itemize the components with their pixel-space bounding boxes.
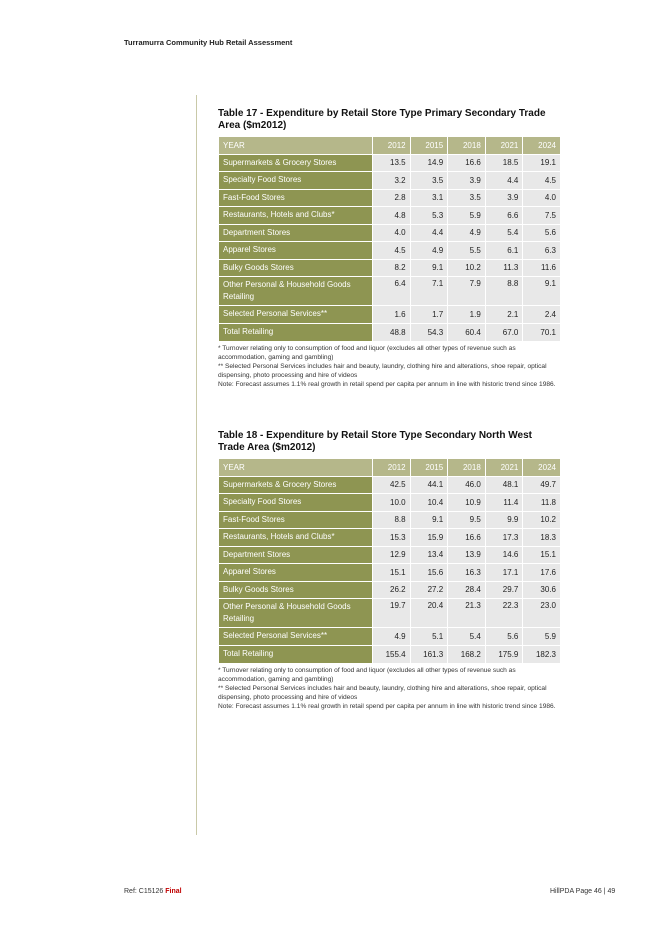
cell-value: 6.6 — [485, 207, 523, 225]
cell-value: 8.8 — [485, 277, 523, 306]
cell-value: 4.0 — [373, 224, 411, 242]
column-header-2018: 2018 — [448, 459, 486, 477]
column-header-year: YEAR — [219, 459, 373, 477]
cell-value: 16.3 — [448, 564, 486, 582]
cell-value: 5.3 — [410, 207, 448, 225]
cell-value: 5.4 — [448, 628, 486, 646]
cell-value: 67.0 — [485, 323, 523, 341]
cell-value: 11.8 — [523, 494, 561, 512]
cell-value: 15.6 — [410, 564, 448, 582]
cell-value: 17.6 — [523, 564, 561, 582]
cell-value: 5.9 — [448, 207, 486, 225]
cell-value: 5.6 — [523, 224, 561, 242]
cell-value: 16.6 — [448, 154, 486, 172]
footer-page-number: HillPDA Page 46 | 49 — [550, 888, 616, 895]
cell-value: 49.7 — [523, 476, 561, 494]
footer-ref-prefix: Ref: C15126 — [124, 888, 166, 895]
cell-value: 14.6 — [485, 546, 523, 564]
cell-value: 10.4 — [410, 494, 448, 512]
footnote: ** Selected Personal Services includes hair and beauty, laundry, clothing hire and alterations, shoe repair, optical dispensing, photo processing and hire of videos — [218, 684, 547, 701]
row-label: Specialty Food Stores — [219, 172, 373, 190]
cell-value: 15.9 — [410, 529, 448, 547]
cell-value: 16.6 — [448, 529, 486, 547]
column-header-2018: 2018 — [448, 137, 486, 155]
footnote: Note: Forecast assumes 1.1% real growth in retail spend per capita per annum in line with historic trend since 1986. — [218, 702, 556, 710]
row-label: Apparel Stores — [219, 242, 373, 260]
table-row — [219, 546, 561, 564]
cell-value: 6.4 — [373, 277, 411, 306]
table-row — [219, 207, 561, 225]
cell-value: 1.9 — [448, 306, 486, 324]
cell-value: 70.1 — [523, 323, 561, 341]
cell-value: 2.4 — [523, 306, 561, 324]
cell-value: 175.9 — [485, 645, 523, 663]
cell-value: 6.3 — [523, 242, 561, 260]
cell-value: 19.1 — [523, 154, 561, 172]
cell-value: 3.9 — [485, 189, 523, 207]
table-row — [219, 224, 561, 242]
cell-value: 48.1 — [485, 476, 523, 494]
row-label: Selected Personal Services** — [219, 628, 373, 646]
row-label: Fast-Food Stores — [219, 189, 373, 207]
cell-value: 4.9 — [448, 224, 486, 242]
row-label: Restaurants, Hotels and Clubs* — [219, 207, 373, 225]
cell-value: 9.1 — [523, 277, 561, 306]
table-header-row — [219, 137, 561, 155]
column-header-year: YEAR — [219, 137, 373, 155]
row-label: Total Retailing — [219, 323, 373, 341]
cell-value: 10.2 — [448, 259, 486, 277]
cell-value: 11.3 — [485, 259, 523, 277]
cell-value: 7.1 — [410, 277, 448, 306]
cell-value: 5.1 — [410, 628, 448, 646]
table-row — [219, 277, 561, 306]
cell-value: 11.4 — [485, 494, 523, 512]
cell-value: 15.1 — [373, 564, 411, 582]
cell-value: 9.1 — [410, 511, 448, 529]
table-notes — [218, 666, 560, 711]
table-caption: Table 17 - Expenditure by Retail Store Type Primary Secondary Trade Area ($m2012) — [218, 108, 546, 131]
cell-value: 4.0 — [523, 189, 561, 207]
cell-value: 28.4 — [448, 581, 486, 599]
column-header-2024: 2024 — [523, 459, 561, 477]
cell-value: 7.9 — [448, 277, 486, 306]
row-label: Fast-Food Stores — [219, 511, 373, 529]
table-notes — [218, 344, 560, 389]
cell-value: 20.4 — [410, 599, 448, 628]
table-row — [219, 581, 561, 599]
column-header-2012: 2012 — [373, 459, 411, 477]
cell-value: 17.1 — [485, 564, 523, 582]
row-label: Restaurants, Hotels and Clubs* — [219, 529, 373, 547]
table-row — [219, 189, 561, 207]
expenditure-table — [218, 458, 561, 664]
cell-value: 23.0 — [523, 599, 561, 628]
expenditure-table — [218, 136, 561, 342]
cell-value: 3.9 — [448, 172, 486, 190]
table-row — [219, 306, 561, 324]
row-label: Bulky Goods Stores — [219, 259, 373, 277]
cell-value: 9.9 — [485, 511, 523, 529]
row-label: Supermarkets & Grocery Stores — [219, 476, 373, 494]
cell-value: 8.2 — [373, 259, 411, 277]
cell-value: 15.3 — [373, 529, 411, 547]
cell-value: 4.5 — [373, 242, 411, 260]
table-row — [219, 529, 561, 547]
cell-value: 9.5 — [448, 511, 486, 529]
cell-value: 22.3 — [485, 599, 523, 628]
footer-ref-status: Final — [165, 888, 182, 895]
cell-value: 8.8 — [373, 511, 411, 529]
cell-value: 60.4 — [448, 323, 486, 341]
cell-value: 1.6 — [373, 306, 411, 324]
cell-value: 3.1 — [410, 189, 448, 207]
cell-value: 5.4 — [485, 224, 523, 242]
cell-value: 5.5 — [448, 242, 486, 260]
cell-value: 14.9 — [410, 154, 448, 172]
cell-value: 5.9 — [523, 628, 561, 646]
cell-value: 1.7 — [410, 306, 448, 324]
footer-reference — [124, 888, 182, 895]
cell-value: 13.5 — [373, 154, 411, 172]
cell-value: 11.6 — [523, 259, 561, 277]
row-label: Other Personal & Household Goods Retailing — [219, 277, 373, 306]
table-row — [219, 494, 561, 512]
table-caption: Table 18 - Expenditure by Retail Store Type Secondary North West Trade Area ($m2012) — [218, 430, 532, 453]
footnote: ** Selected Personal Services includes hair and beauty, laundry, clothing hire and alterations, shoe repair, optical dispensing, photo processing and hire of videos — [218, 362, 547, 379]
cell-value: 4.4 — [410, 224, 448, 242]
cell-value: 42.5 — [373, 476, 411, 494]
document-header-title: Turramurra Community Hub Retail Assessment — [124, 38, 293, 47]
cell-value: 46.0 — [448, 476, 486, 494]
cell-value: 21.3 — [448, 599, 486, 628]
row-label: Selected Personal Services** — [219, 306, 373, 324]
cell-value: 15.1 — [523, 546, 561, 564]
table-row — [219, 628, 561, 646]
column-header-2024: 2024 — [523, 137, 561, 155]
cell-value: 7.5 — [523, 207, 561, 225]
cell-value: 6.1 — [485, 242, 523, 260]
row-label: Supermarkets & Grocery Stores — [219, 154, 373, 172]
cell-value: 13.9 — [448, 546, 486, 564]
cell-value: 4.4 — [485, 172, 523, 190]
cell-value: 17.3 — [485, 529, 523, 547]
cell-value: 9.1 — [410, 259, 448, 277]
footnote: * Turnover relating only to consumption of food and liquor (excludes all other types of revenue such as accommodation, gaming and gambling) — [218, 344, 516, 361]
column-header-2015: 2015 — [410, 459, 448, 477]
cell-value: 182.3 — [523, 645, 561, 663]
cell-value: 155.4 — [373, 645, 411, 663]
cell-value: 3.2 — [373, 172, 411, 190]
cell-value: 18.5 — [485, 154, 523, 172]
table-row — [219, 645, 561, 663]
footnote: * Turnover relating only to consumption of food and liquor (excludes all other types of revenue such as accommodation, gaming and gambling) — [218, 666, 516, 683]
cell-value: 10.0 — [373, 494, 411, 512]
cell-value: 48.8 — [373, 323, 411, 341]
cell-value: 30.6 — [523, 581, 561, 599]
row-label: Other Personal & Household Goods Retailing — [219, 599, 373, 628]
table-17-block — [218, 108, 560, 389]
row-label: Specialty Food Stores — [219, 494, 373, 512]
cell-value: 10.2 — [523, 511, 561, 529]
cell-value: 26.2 — [373, 581, 411, 599]
column-header-2012: 2012 — [373, 137, 411, 155]
table-header-row — [219, 459, 561, 477]
cell-value: 4.8 — [373, 207, 411, 225]
table-row — [219, 511, 561, 529]
cell-value: 3.5 — [448, 189, 486, 207]
row-label: Apparel Stores — [219, 564, 373, 582]
cell-value: 5.6 — [485, 628, 523, 646]
cell-value: 27.2 — [410, 581, 448, 599]
cell-value: 19.7 — [373, 599, 411, 628]
cell-value: 3.5 — [410, 172, 448, 190]
cell-value: 18.3 — [523, 529, 561, 547]
margin-rule — [196, 95, 197, 835]
cell-value: 168.2 — [448, 645, 486, 663]
cell-value: 4.5 — [523, 172, 561, 190]
cell-value: 54.3 — [410, 323, 448, 341]
cell-value: 29.7 — [485, 581, 523, 599]
table-row — [219, 172, 561, 190]
table-row — [219, 154, 561, 172]
cell-value: 2.1 — [485, 306, 523, 324]
cell-value: 161.3 — [410, 645, 448, 663]
table-row — [219, 476, 561, 494]
column-header-2021: 2021 — [485, 459, 523, 477]
row-label: Department Stores — [219, 224, 373, 242]
cell-value: 2.8 — [373, 189, 411, 207]
row-label: Department Stores — [219, 546, 373, 564]
cell-value: 12.9 — [373, 546, 411, 564]
column-header-2015: 2015 — [410, 137, 448, 155]
column-header-2021: 2021 — [485, 137, 523, 155]
cell-value: 4.9 — [373, 628, 411, 646]
footnote: Note: Forecast assumes 1.1% real growth in retail spend per capita per annum in line with historic trend since 1986. — [218, 380, 556, 388]
table-row — [219, 599, 561, 628]
row-label: Bulky Goods Stores — [219, 581, 373, 599]
cell-value: 4.9 — [410, 242, 448, 260]
table-row — [219, 259, 561, 277]
table-row — [219, 564, 561, 582]
table-18-block — [218, 430, 560, 711]
cell-value: 13.4 — [410, 546, 448, 564]
table-row — [219, 242, 561, 260]
cell-value: 10.9 — [448, 494, 486, 512]
row-label: Total Retailing — [219, 645, 373, 663]
table-row — [219, 323, 561, 341]
cell-value: 44.1 — [410, 476, 448, 494]
